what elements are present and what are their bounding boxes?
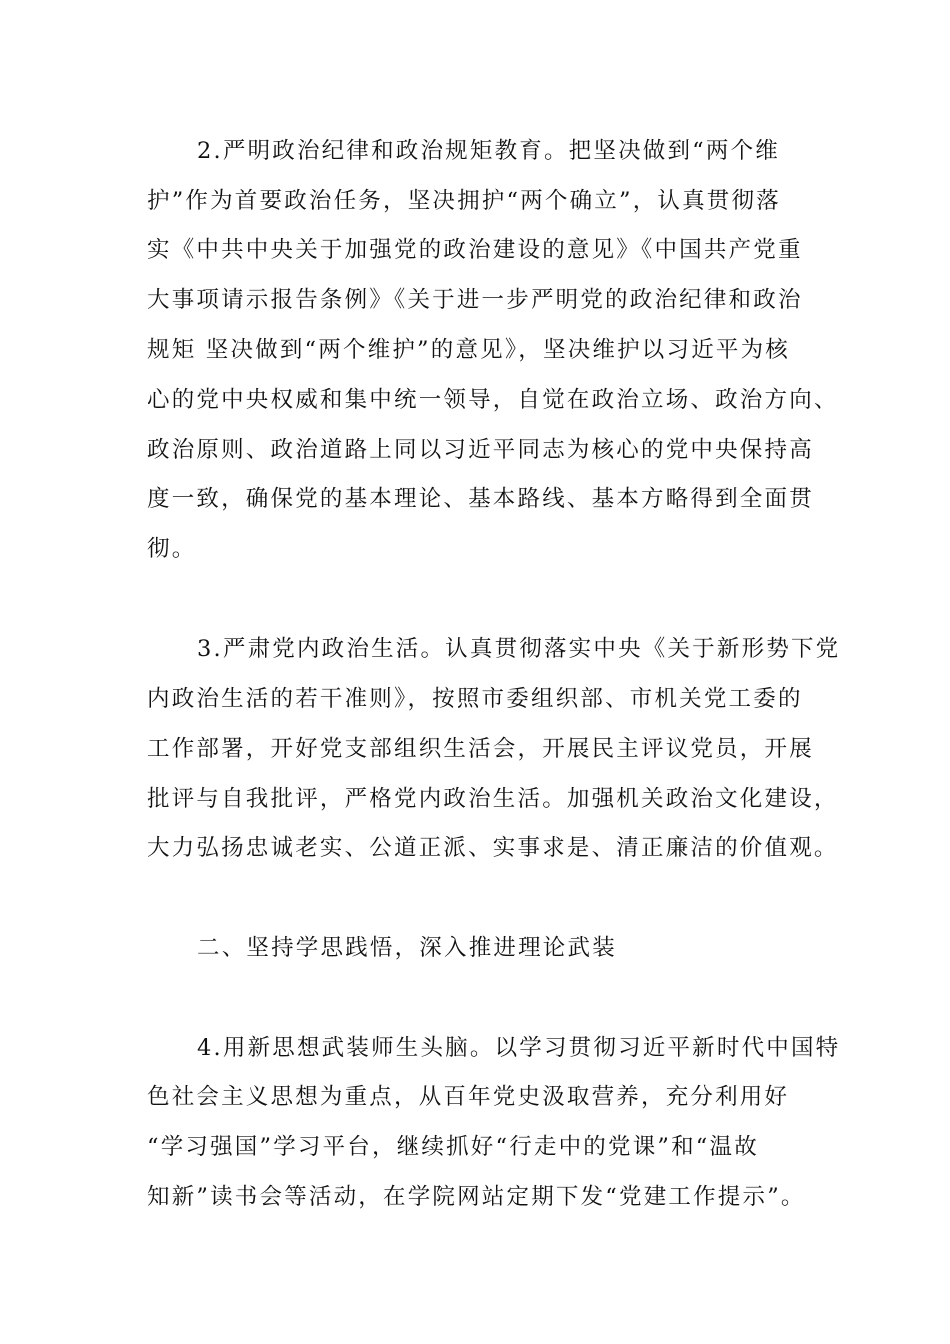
paragraph-2-line-3: 实《中共中央关于加强党的政治建设的意见》《中国共产党重 [147,237,803,263]
paragraph-4-line-4: 知新”读书会等活动，在学院网站定期下发“党建工作提示”。 [147,1184,806,1210]
paragraph-2-line-5: 规矩 坚决做到“两个维护”的意见》，坚决维护以习近平为核 [147,337,791,363]
paragraph-4-line-1: 4.用新思想武装师生头脑。以学习贯彻习近平新时代中国特 [197,1035,841,1061]
paragraph-2-line-7: 政治原则、政治道路上同以习近平同志为核心的党中央保持高 [147,437,814,463]
paragraph-2-line-1: 2.严明政治纪律和政治规矩教育。把坚决做到“两个维 [197,138,780,164]
paragraph-3-line-3: 工作部署，开好党支部组织生活会，开展民主评议党员，开展 [147,736,814,762]
paragraph-2-line-4: 大事项请示报告条例》《关于进一步严明党的政治纪律和政治 [147,287,803,313]
section-heading: 二、坚持学思践悟，深入推进理论武装 [197,935,617,961]
paragraph-3-line-1: 3.严肃党内政治生活。认真贯彻落实中央《关于新形势下党 [197,636,841,662]
paragraph-4-line-2: 色社会主义思想为重点，从百年党史汲取营养，充分利用好 [147,1084,790,1110]
paragraph-3-line-2: 内政治生活的若干准则》，按照市委组织部、市机关党工委的 [147,686,803,712]
paragraph-4-line-3: “学习强国”学习平台，继续抓好“行走中的党课”和“温故 [147,1134,759,1160]
paragraph-2-line-9: 彻。 [147,536,197,562]
paragraph-3-line-5: 大力弘扬忠诚老实、公道正派、实事求是、清正廉洁的价值观。 [147,835,839,861]
paragraph-2-line-2: 护”作为首要政治任务，坚决拥护“两个确立”，认真贯彻落 [147,188,781,214]
paragraph-3-line-4: 批评与自我批评，严格党内政治生活。加强机关政治文化建设， [147,786,839,812]
paragraph-2-line-6: 心的党中央权威和集中统一领导，自觉在政治立场、政治方向、 [147,387,839,413]
paragraph-2-line-8: 度一致，确保党的基本理论、基本路线、基本方略得到全面贯 [147,486,814,512]
